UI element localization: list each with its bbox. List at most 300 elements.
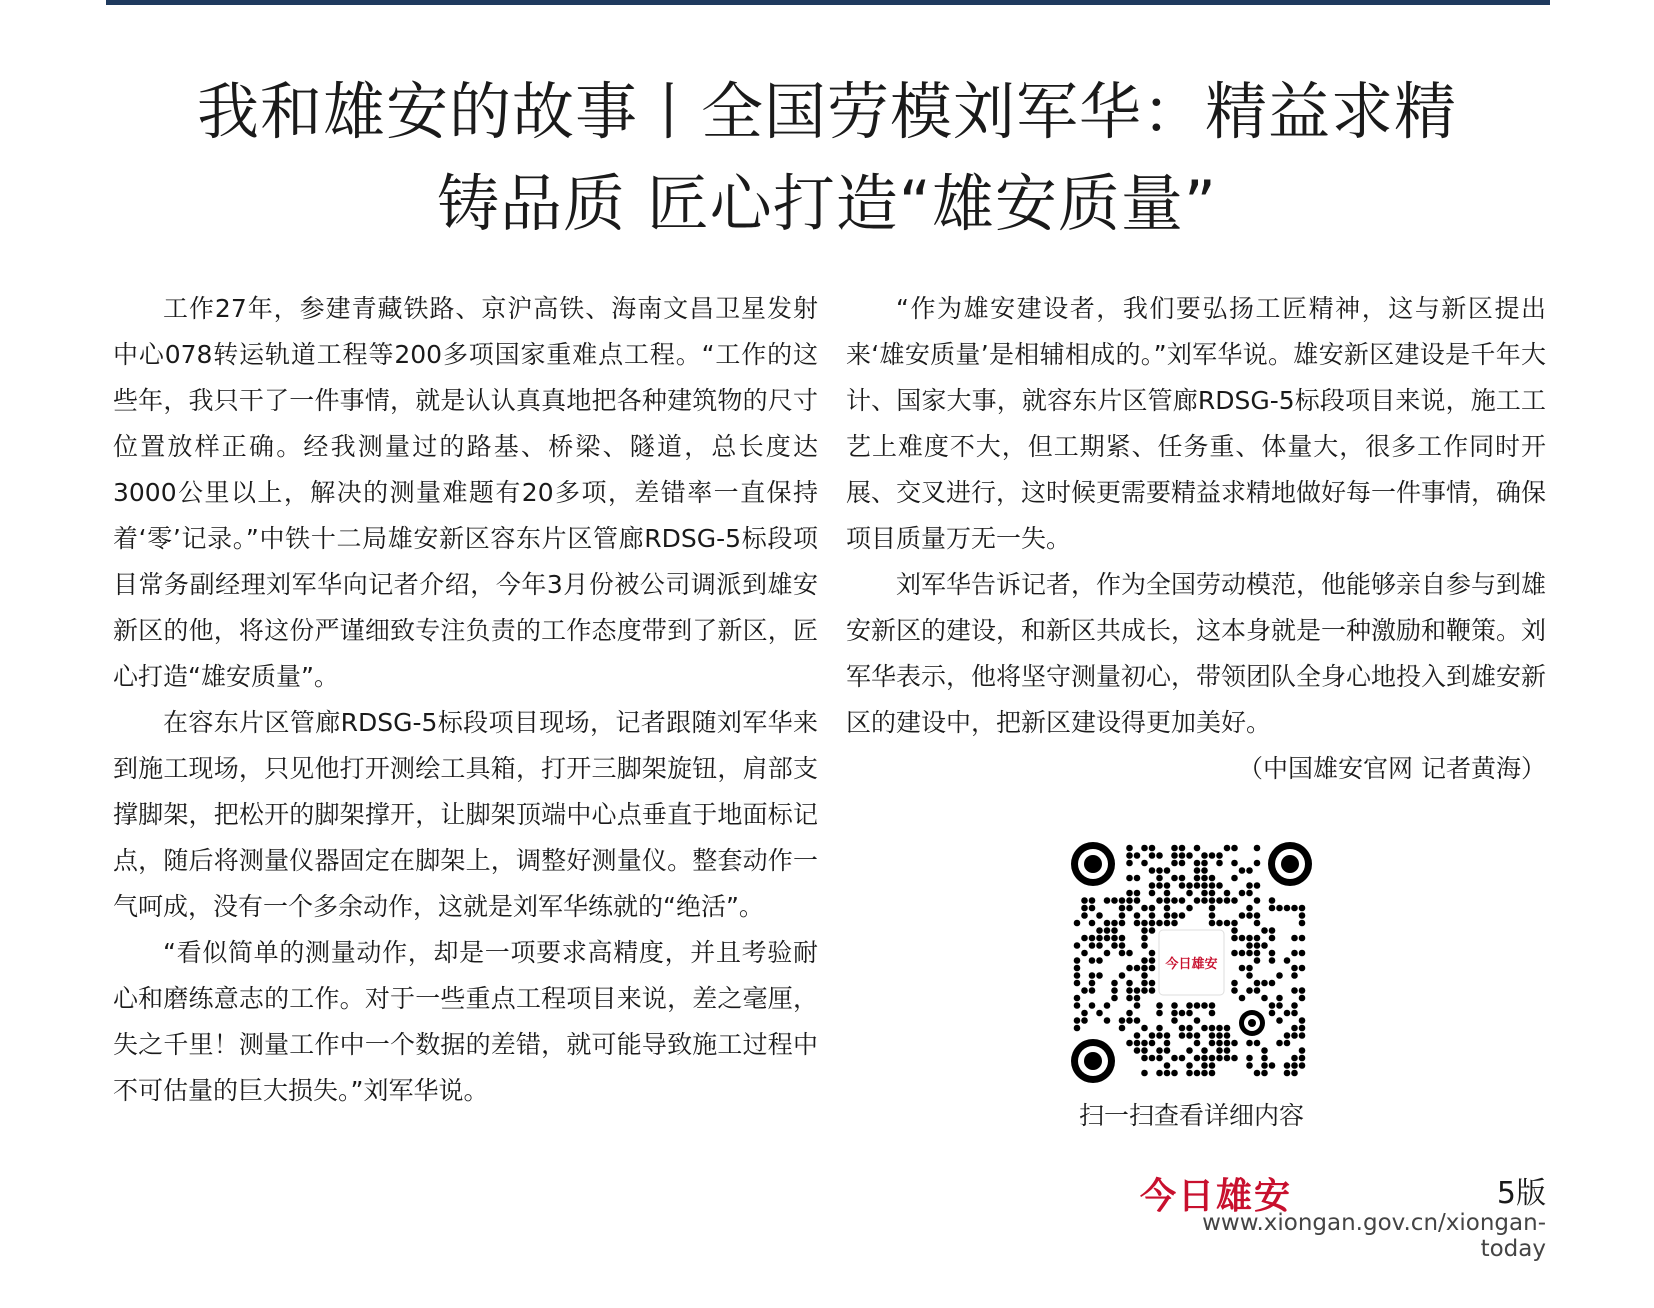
qr-module bbox=[1089, 972, 1096, 979]
qr-module bbox=[1201, 867, 1208, 874]
qr-module bbox=[1239, 912, 1246, 919]
qr-module bbox=[1179, 860, 1186, 867]
qr-module bbox=[1126, 995, 1133, 1002]
qr-module bbox=[1261, 980, 1268, 987]
qr-module bbox=[1089, 935, 1096, 942]
qr-module bbox=[1149, 965, 1156, 972]
qr-module bbox=[1141, 972, 1148, 979]
qr-module bbox=[1239, 965, 1246, 972]
qr-module bbox=[1284, 957, 1291, 964]
qr-module bbox=[1201, 1070, 1208, 1077]
qr-module bbox=[1156, 1070, 1163, 1077]
qr-module bbox=[1231, 897, 1238, 904]
qr-module bbox=[1224, 897, 1231, 904]
qr-module bbox=[1186, 852, 1193, 859]
qr-module bbox=[1299, 965, 1306, 972]
qr-module bbox=[1081, 1017, 1088, 1024]
qr-module bbox=[1291, 935, 1298, 942]
qr-module bbox=[1216, 1032, 1223, 1039]
qr-module bbox=[1224, 920, 1231, 927]
qr-module bbox=[1201, 1062, 1208, 1069]
qr-module bbox=[1171, 860, 1178, 867]
qr-module bbox=[1089, 920, 1096, 927]
qr-module bbox=[1291, 1070, 1298, 1077]
qr-module bbox=[1194, 897, 1201, 904]
qr-module bbox=[1284, 1010, 1291, 1017]
qr-module bbox=[1164, 897, 1171, 904]
qr-module bbox=[1179, 882, 1186, 889]
qr-module bbox=[1284, 1070, 1291, 1077]
qr-module bbox=[1156, 1010, 1163, 1017]
article-paragraph: 在容东片区管廊RDSG-5标段项目现场，记者跟随刘军华来到施工现场，只见他打开测绘工具箱，打开三脚架旋钮，肩部支撑脚架，把松开的脚架撑开，让脚架顶端中心点垂直于地面标记点，随后将测量仪器固定在脚架上，调整好测量仪。整套动作一气呵成，没有一个多余动作，这就是刘军华练就的“绝活”。 bbox=[113, 708, 818, 921]
qr-module bbox=[1164, 1040, 1171, 1047]
qr-module bbox=[1269, 905, 1276, 912]
qr-module bbox=[1149, 912, 1156, 919]
qr-module bbox=[1299, 1025, 1306, 1032]
qr-module bbox=[1126, 1017, 1133, 1024]
qr-module bbox=[1246, 935, 1253, 942]
qr-module bbox=[1156, 867, 1163, 874]
qr-finder-top-left bbox=[1071, 842, 1115, 886]
qr-module bbox=[1141, 920, 1148, 927]
qr-module bbox=[1126, 860, 1133, 867]
qr-module bbox=[1134, 1017, 1141, 1024]
qr-module bbox=[1141, 957, 1148, 964]
qr-module bbox=[1186, 1032, 1193, 1039]
qr-module bbox=[1096, 1010, 1103, 1017]
qr-module bbox=[1149, 852, 1156, 859]
qr-module bbox=[1186, 882, 1193, 889]
qr-module bbox=[1179, 912, 1186, 919]
qr-module bbox=[1246, 950, 1253, 957]
qr-module bbox=[1089, 942, 1096, 949]
qr-module bbox=[1254, 942, 1261, 949]
qr-module bbox=[1261, 1062, 1268, 1069]
qr-module bbox=[1164, 882, 1171, 889]
qr-module bbox=[1074, 942, 1081, 949]
qr-module bbox=[1269, 935, 1276, 942]
qr-module bbox=[1156, 875, 1163, 882]
qr-module bbox=[1171, 1070, 1178, 1077]
qr-module bbox=[1239, 890, 1246, 897]
qr-module bbox=[1194, 1070, 1201, 1077]
qr-module bbox=[1186, 1025, 1193, 1032]
qr-module bbox=[1224, 1025, 1231, 1032]
qr-module bbox=[1209, 882, 1216, 889]
qr-module bbox=[1134, 1002, 1141, 1009]
qr-module bbox=[1194, 845, 1201, 852]
qr-module bbox=[1134, 890, 1141, 897]
qr-module bbox=[1119, 912, 1126, 919]
qr-module bbox=[1179, 1032, 1186, 1039]
qr-module bbox=[1141, 987, 1148, 994]
qr-module bbox=[1171, 920, 1178, 927]
qr-module bbox=[1126, 987, 1133, 994]
qr-module bbox=[1119, 905, 1126, 912]
qr-module bbox=[1246, 965, 1253, 972]
qr-module bbox=[1074, 965, 1081, 972]
qr-module bbox=[1201, 875, 1208, 882]
qr-module bbox=[1239, 950, 1246, 957]
qr-module bbox=[1194, 1055, 1201, 1062]
qr-module bbox=[1134, 965, 1141, 972]
article-paragraph: 工作27年，参建青藏铁路、京沪高铁、海南文昌卫星发射中心078转运轨道工程等200多项国家重难点工程。“工作的这些年，我只干了一件事情，就是认认真真地把各种建筑物的尺寸位置放样正确。经我测量过的路基、桥梁、隧道，总长度达3000公里以上，解决的测量难题有20多项，差错率一直保持着‘零’记录。”中铁十二局雄安新区容东片区管廊RDSG-5标段项目常务副经理刘军华向记者介绍，今年3月份被公司调派到雄安新区的他，将这份严谨细致专注负责的工作态度带到了新区，匠心打造“雄安质量”。 bbox=[113, 294, 818, 691]
qr-module bbox=[1194, 882, 1201, 889]
qr-module bbox=[1209, 1062, 1216, 1069]
qr-module bbox=[1074, 1002, 1081, 1009]
qr-module bbox=[1276, 905, 1283, 912]
qr-module bbox=[1209, 1055, 1216, 1062]
article-paragraph: “作为雄安建设者，我们要弘扬工匠精神，这与新区提出来‘雄安质量’是相辅相成的。”刘军华说。雄安新区建设是千年大计、国家大事，就容东片区管廊RDSG-5标段项目来说，施工工艺上难度不大，但工期紧、任务重、体量大，很多工作同时开展、交叉进行，这时候更需要精益求精地做好每一件事情，确保项目质量万无一失。 bbox=[846, 294, 1547, 553]
qr-module bbox=[1254, 980, 1261, 987]
qr-module bbox=[1141, 845, 1148, 852]
qr-module bbox=[1096, 912, 1103, 919]
qr-module bbox=[1201, 1025, 1208, 1032]
qr-module bbox=[1246, 987, 1253, 994]
page-number: 5版 bbox=[1496, 1176, 1546, 1211]
qr-module bbox=[1231, 935, 1238, 942]
qr-module bbox=[1209, 890, 1216, 897]
qr-caption: 扫一扫查看详细内容 bbox=[1078, 1101, 1304, 1130]
qr-module bbox=[1074, 972, 1081, 979]
qr-module bbox=[1284, 1062, 1291, 1069]
qr-module bbox=[1209, 1070, 1216, 1077]
qr-module bbox=[1231, 920, 1238, 927]
qr-module bbox=[1201, 882, 1208, 889]
qr-module bbox=[1299, 920, 1306, 927]
qr-module bbox=[1254, 1070, 1261, 1077]
qr-module bbox=[1231, 950, 1238, 957]
qr-module bbox=[1081, 897, 1088, 904]
qr-module bbox=[1194, 875, 1201, 882]
qr-module bbox=[1284, 1040, 1291, 1047]
qr-module bbox=[1111, 935, 1118, 942]
qr-module bbox=[1269, 1010, 1276, 1017]
qr-module bbox=[1246, 890, 1253, 897]
qr-module bbox=[1209, 852, 1216, 859]
qr-module bbox=[1276, 1017, 1283, 1024]
qr-module bbox=[1269, 950, 1276, 957]
qr-module bbox=[1186, 905, 1193, 912]
qr-module bbox=[1254, 1040, 1261, 1047]
qr-module bbox=[1081, 950, 1088, 957]
qr-module bbox=[1276, 1040, 1283, 1047]
qr-center-logo: 今日雄安 bbox=[1165, 957, 1218, 972]
qr-module bbox=[1194, 1040, 1201, 1047]
qr-module bbox=[1246, 882, 1253, 889]
qr-finder-bottom-left bbox=[1071, 1039, 1115, 1083]
qr-module bbox=[1119, 942, 1126, 949]
qr-module bbox=[1254, 845, 1261, 852]
qr-module bbox=[1231, 845, 1238, 852]
qr-module bbox=[1141, 1040, 1148, 1047]
qr-module bbox=[1111, 920, 1118, 927]
qr-module bbox=[1269, 980, 1276, 987]
qr-module bbox=[1149, 920, 1156, 927]
qr-module bbox=[1291, 987, 1298, 994]
qr-module bbox=[1164, 890, 1171, 897]
qr-module bbox=[1081, 905, 1088, 912]
qr-module bbox=[1291, 1062, 1298, 1069]
qr-module bbox=[1179, 845, 1186, 852]
qr-module bbox=[1171, 852, 1178, 859]
qr-module bbox=[1254, 935, 1261, 942]
qr-module bbox=[1141, 927, 1148, 934]
qr-module bbox=[1254, 957, 1261, 964]
qr-module bbox=[1126, 1010, 1133, 1017]
qr-module bbox=[1216, 920, 1223, 927]
qr-module bbox=[1074, 957, 1081, 964]
qr-module bbox=[1141, 980, 1148, 987]
qr-module bbox=[1119, 935, 1126, 942]
qr-module bbox=[1179, 897, 1186, 904]
qr-module bbox=[1134, 852, 1141, 859]
qr-module bbox=[1186, 1047, 1193, 1054]
qr-module bbox=[1224, 1055, 1231, 1062]
qr-module bbox=[1291, 965, 1298, 972]
qr-module bbox=[1141, 1055, 1148, 1062]
qr-module bbox=[1096, 972, 1103, 979]
qr-module bbox=[1291, 1002, 1298, 1009]
qr-module bbox=[1254, 950, 1261, 957]
qr-module bbox=[1171, 1017, 1178, 1024]
qr-module bbox=[1261, 927, 1268, 934]
qr-module bbox=[1171, 875, 1178, 882]
qr-module bbox=[1224, 845, 1231, 852]
qr-module bbox=[1246, 1040, 1253, 1047]
qr-module bbox=[1149, 1040, 1156, 1047]
qr-module bbox=[1216, 852, 1223, 859]
qr-module bbox=[1179, 875, 1186, 882]
qr-module bbox=[1269, 1062, 1276, 1069]
qr-module bbox=[1119, 972, 1126, 979]
qr-module bbox=[1299, 935, 1306, 942]
qr-module bbox=[1156, 1025, 1163, 1032]
qr-module bbox=[1216, 882, 1223, 889]
qr-module bbox=[1284, 905, 1291, 912]
qr-module bbox=[1201, 1055, 1208, 1062]
qr-module bbox=[1081, 1010, 1088, 1017]
qr-module bbox=[1141, 1047, 1148, 1054]
qr-module bbox=[1269, 957, 1276, 964]
qr-module bbox=[1246, 942, 1253, 949]
qr-module bbox=[1156, 1002, 1163, 1009]
site-url[interactable]: www.xiongan.gov.cn/xiongan-today bbox=[1202, 1210, 1546, 1262]
qr-module bbox=[1246, 1062, 1253, 1069]
qr-module bbox=[1186, 1070, 1193, 1077]
qr-module bbox=[1156, 1055, 1163, 1062]
top-rule bbox=[106, 0, 1550, 5]
qr-code[interactable] bbox=[1069, 840, 1314, 1085]
qr-module bbox=[1216, 897, 1223, 904]
qr-module bbox=[1164, 1047, 1171, 1054]
qr-module bbox=[1096, 935, 1103, 942]
qr-module bbox=[1141, 905, 1148, 912]
qr-module bbox=[1254, 882, 1261, 889]
qr-module bbox=[1104, 897, 1111, 904]
qr-module bbox=[1194, 860, 1201, 867]
qr-module bbox=[1089, 980, 1096, 987]
qr-module bbox=[1126, 845, 1133, 852]
qr-module bbox=[1254, 987, 1261, 994]
qr-module bbox=[1126, 950, 1133, 957]
qr-module bbox=[1134, 1032, 1141, 1039]
qr-module bbox=[1074, 980, 1081, 987]
qr-module bbox=[1276, 1002, 1283, 1009]
qr-module bbox=[1261, 995, 1268, 1002]
qr-module bbox=[1096, 927, 1103, 934]
qr-module bbox=[1179, 1055, 1186, 1062]
qr-module bbox=[1171, 1055, 1178, 1062]
article-paragraph: “看似简单的测量动作，却是一项要求高精度，并且考验耐心和磨练意志的工作。对于一些重点工程项目来说，差之毫厘，失之千里！测量工作中一个数据的差错，就可能导致施工过程中不可估量的巨大损失。”刘军华说。 bbox=[113, 938, 818, 1105]
qr-module bbox=[1149, 957, 1156, 964]
qr-module bbox=[1149, 905, 1156, 912]
qr-module bbox=[1186, 1010, 1193, 1017]
qr-module bbox=[1291, 905, 1298, 912]
qr-module bbox=[1186, 1062, 1193, 1069]
qr-module bbox=[1201, 1047, 1208, 1054]
qr-module bbox=[1209, 920, 1216, 927]
qr-module bbox=[1239, 867, 1246, 874]
qr-module bbox=[1089, 897, 1096, 904]
headline-line-1: 我和雄安的故事丨全国劳模刘军华：精益求精 bbox=[196, 75, 1457, 148]
qr-module bbox=[1171, 1010, 1178, 1017]
qr-module bbox=[1149, 927, 1156, 934]
qr-module bbox=[1126, 1040, 1133, 1047]
qr-module bbox=[1231, 860, 1238, 867]
qr-module bbox=[1089, 1002, 1096, 1009]
qr-module bbox=[1156, 882, 1163, 889]
article-paragraph-text: 刘军华告诉记者，作为全国劳动模范，他能够亲自参与到雄安新区的建设，和新区共成长，这本身就是一种激励和鞭策。刘军华表示，他将坚守测量初心，带领团队全身心地投入到雄安新区的建设中，把新区建设得更加美好。 bbox=[846, 570, 1547, 737]
qr-module bbox=[1201, 897, 1208, 904]
qr-module bbox=[1164, 1062, 1171, 1069]
qr-module bbox=[1299, 1017, 1306, 1024]
qr-module bbox=[1224, 890, 1231, 897]
article-headline bbox=[80, 66, 1574, 250]
qr-module bbox=[1299, 912, 1306, 919]
qr-module bbox=[1299, 1055, 1306, 1062]
qr-module bbox=[1119, 920, 1126, 927]
qr-module bbox=[1156, 1032, 1163, 1039]
qr-module bbox=[1246, 1055, 1253, 1062]
qr-module bbox=[1156, 1047, 1163, 1054]
qr-module bbox=[1194, 1032, 1201, 1039]
qr-module bbox=[1209, 875, 1216, 882]
qr-module bbox=[1134, 912, 1141, 919]
brand-logo: 今日雄安 bbox=[1140, 1175, 1293, 1217]
article-byline: （中国雄安官网 记者黄海） bbox=[1238, 754, 1546, 783]
qr-module bbox=[1111, 980, 1118, 987]
qr-module bbox=[1246, 867, 1253, 874]
qr-module bbox=[1246, 972, 1253, 979]
qr-module bbox=[1104, 1017, 1111, 1024]
qr-module bbox=[1149, 980, 1156, 987]
qr-module bbox=[1186, 890, 1193, 897]
qr-module bbox=[1209, 1010, 1216, 1017]
qr-module bbox=[1201, 1002, 1208, 1009]
qr-module bbox=[1119, 1017, 1126, 1024]
qr-module bbox=[1239, 935, 1246, 942]
qr-module bbox=[1231, 987, 1238, 994]
qr-module bbox=[1149, 1055, 1156, 1062]
qr-module bbox=[1141, 860, 1148, 867]
qr-module bbox=[1119, 1025, 1126, 1032]
qr-module bbox=[1126, 980, 1133, 987]
qr-module bbox=[1291, 950, 1298, 957]
qr-module bbox=[1261, 1070, 1268, 1077]
qr-module bbox=[1231, 1040, 1238, 1047]
qr-module bbox=[1201, 860, 1208, 867]
qr-module bbox=[1254, 920, 1261, 927]
qr-module bbox=[1209, 1025, 1216, 1032]
headline-line-2: 铸品质 匠心打造“雄安质量” bbox=[437, 167, 1217, 240]
qr-module bbox=[1134, 987, 1141, 994]
qr-module bbox=[1141, 1070, 1148, 1077]
qr-module bbox=[1134, 1040, 1141, 1047]
qr-module bbox=[1269, 927, 1276, 934]
qr-module bbox=[1299, 995, 1306, 1002]
qr-module bbox=[1141, 935, 1148, 942]
qr-module bbox=[1209, 1032, 1216, 1039]
qr-module bbox=[1149, 950, 1156, 957]
qr-module bbox=[1096, 942, 1103, 949]
qr-module bbox=[1126, 905, 1133, 912]
qr-module bbox=[1134, 920, 1141, 927]
qr-module bbox=[1089, 987, 1096, 994]
qr-module bbox=[1239, 995, 1246, 1002]
qr-module bbox=[1216, 1047, 1223, 1054]
qr-module bbox=[1171, 845, 1178, 852]
qr-module bbox=[1171, 897, 1178, 904]
qr-module bbox=[1291, 1025, 1298, 1032]
qr-module bbox=[1141, 965, 1148, 972]
qr-module bbox=[1104, 927, 1111, 934]
qr-module bbox=[1156, 852, 1163, 859]
qr-module bbox=[1194, 1017, 1201, 1024]
qr-module bbox=[1111, 927, 1118, 934]
qr-alignment-mark bbox=[1239, 1010, 1265, 1036]
qr-module bbox=[1104, 950, 1111, 957]
qr-module bbox=[1164, 912, 1171, 919]
qr-module bbox=[1156, 920, 1163, 927]
qr-module bbox=[1164, 1032, 1171, 1039]
qr-module bbox=[1246, 905, 1253, 912]
qr-module bbox=[1276, 972, 1283, 979]
qr-module bbox=[1201, 852, 1208, 859]
qr-module bbox=[1209, 897, 1216, 904]
qr-module bbox=[1291, 1010, 1298, 1017]
qr-module bbox=[1096, 957, 1103, 964]
qr-module bbox=[1126, 897, 1133, 904]
qr-module bbox=[1231, 980, 1238, 987]
qr-module bbox=[1291, 972, 1298, 979]
qr-module bbox=[1119, 950, 1126, 957]
qr-module bbox=[1126, 852, 1133, 859]
qr-module bbox=[1149, 845, 1156, 852]
qr-module bbox=[1231, 1055, 1238, 1062]
qr-module bbox=[1209, 905, 1216, 912]
qr-module bbox=[1074, 1017, 1081, 1024]
article-column-left bbox=[113, 286, 818, 1114]
qr-module bbox=[1141, 942, 1148, 949]
qr-module bbox=[1104, 1002, 1111, 1009]
qr-module bbox=[1194, 867, 1201, 874]
qr-module bbox=[1149, 882, 1156, 889]
qr-module bbox=[1261, 1047, 1268, 1054]
qr-module bbox=[1254, 912, 1261, 919]
qr-module bbox=[1171, 1002, 1178, 1009]
qr-module bbox=[1081, 912, 1088, 919]
